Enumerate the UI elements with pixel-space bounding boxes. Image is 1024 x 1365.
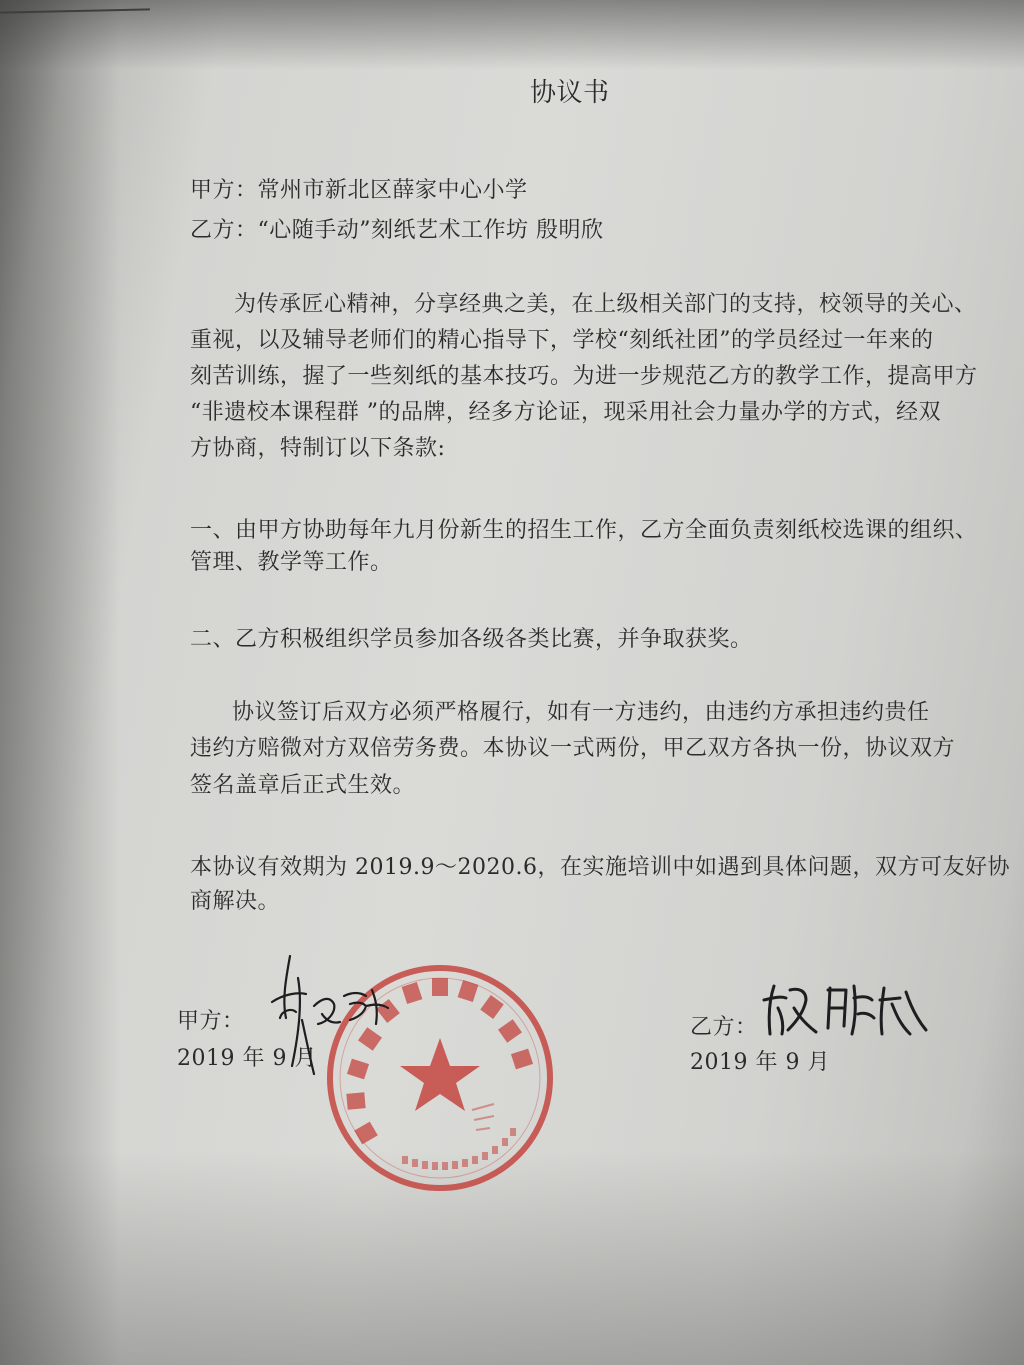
party-b-label: 乙方： bbox=[690, 1015, 758, 1040]
clause-2: 二、乙方积极组织学员参加各级各类比赛，并争取获奖。 bbox=[190, 627, 753, 652]
party-a-line: 甲方：常州市新北区薛家中心小学 bbox=[190, 178, 528, 203]
clause-1-line: 管理、教学等工作。 bbox=[190, 550, 393, 575]
agreement-line: 违约方赔微对方双倍劳务费。本协议一式两份，甲乙双方各执一份，协议双方 bbox=[190, 736, 956, 761]
document-title: 协议书 bbox=[530, 78, 610, 108]
party-a-date: 2019 年 9 月 bbox=[177, 1046, 317, 1071]
intro-line: 刻苦训练，握了一些刻纸的基本技巧。为进一步规范乙方的教学工作，提高甲方 bbox=[190, 364, 978, 389]
intro-line: 方协商，特制订以下条款: bbox=[190, 436, 446, 461]
intro-line: “非遗校本课程群 ”的品牌，经多方论证，现采用社会力量办学的方式，经双 bbox=[190, 400, 941, 425]
agreement-line: 签名盖章后正式生效。 bbox=[190, 773, 416, 798]
agreement-line: 协议签订后双方必须严格履行，如有一方违约，由违约方承担违约贵任 bbox=[232, 700, 930, 725]
validity-line: 本协议有效期为 2019.9～2020.6，在实施培训中如遇到具体问题，双方可友好协 bbox=[190, 855, 1010, 880]
party-b-line: 乙方：“心随手动”刻纸艺术工作坊 殷明欣 bbox=[190, 218, 604, 243]
validity-line: 商解决。 bbox=[190, 889, 281, 914]
party-b-signature-icon bbox=[760, 978, 932, 1044]
clause-1-line: 一、由甲方协助每年九月份新生的招生工作，乙方全面负责刻纸校选课的组织、 bbox=[190, 518, 978, 543]
intro-line: 重视，以及辅导老师们的精心指导下，学校“刻纸社团”的学员经过一年来的 bbox=[190, 328, 934, 353]
party-b-date: 2019 年 9 月 bbox=[690, 1050, 830, 1075]
party-a-label: 甲方： bbox=[177, 1009, 245, 1034]
party-a-signature-icon bbox=[262, 948, 402, 1078]
intro-line: 为传承匠心精神，分享经典之美，在上级相关部门的支持，校领导的关心、 bbox=[234, 292, 977, 317]
top-shadow bbox=[0, 0, 1024, 70]
